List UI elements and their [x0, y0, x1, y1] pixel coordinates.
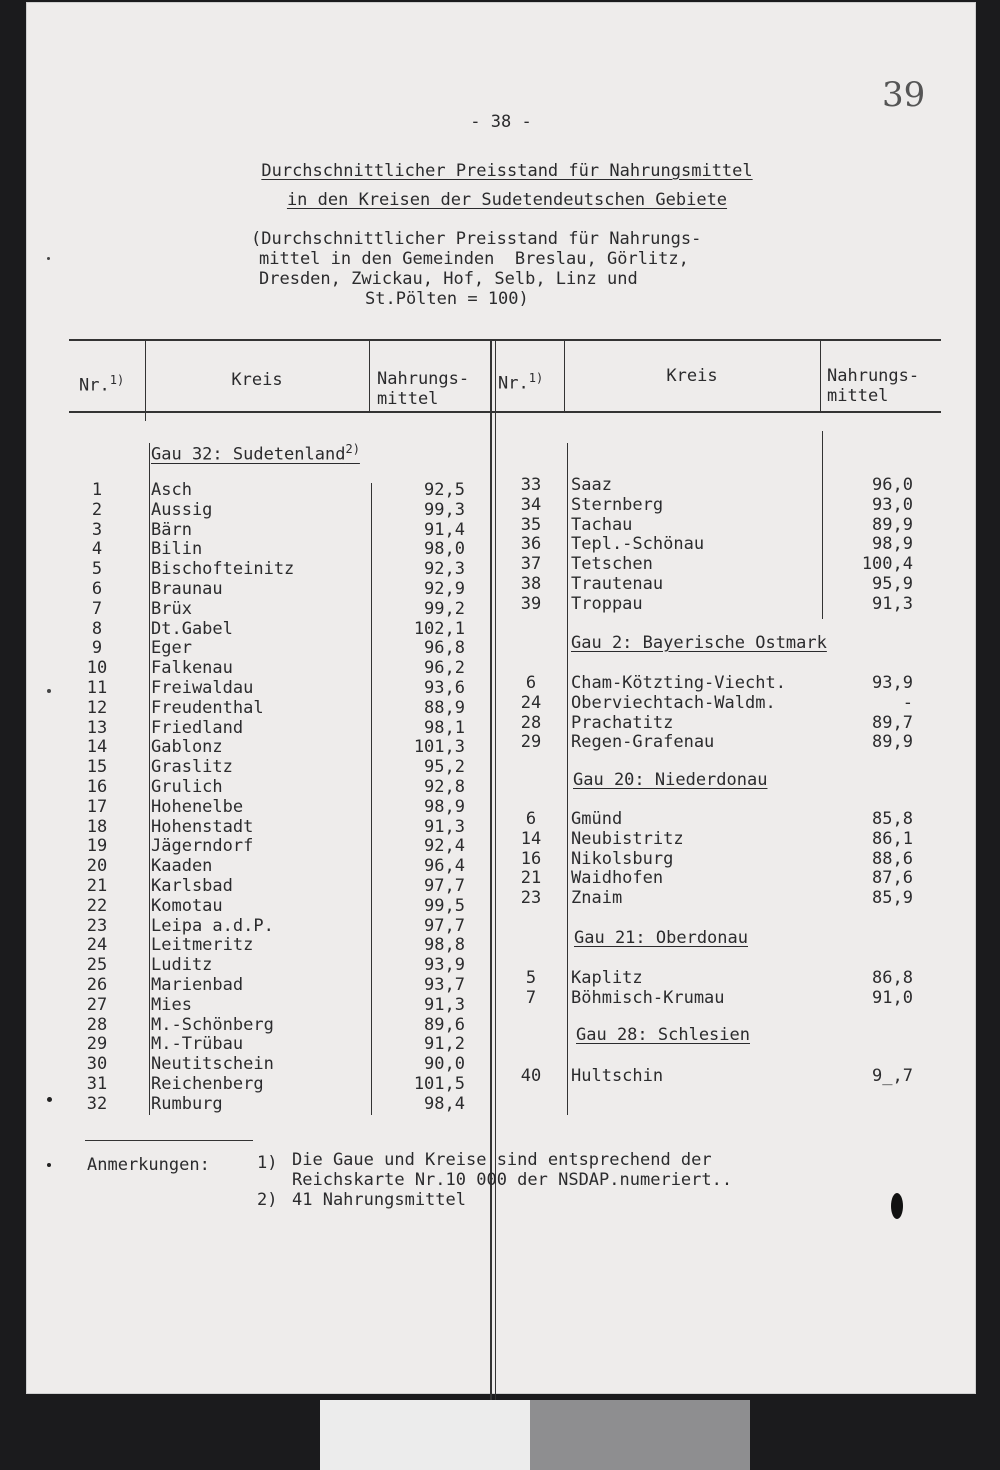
row-number: 37 [520, 554, 542, 575]
row-number: 14 [86, 737, 108, 758]
row-value: 101,5 [413, 1074, 465, 1094]
center-rule-left [490, 339, 492, 1409]
row-kreis: Tepl.-Schönau [571, 534, 705, 555]
row-value: 9_,7 [872, 1066, 913, 1086]
row-value: 95,2 [424, 757, 465, 778]
note-2-text: 41 Nahrungsmittel [292, 1190, 466, 1210]
row-number: 32 [86, 1093, 108, 1114]
row-value: 89,7 [872, 712, 913, 733]
row-number: 23 [520, 888, 542, 909]
header-divider-4 [820, 339, 821, 413]
note-1-line-1: Die Gaue und Kreise sind entsprechend der [292, 1150, 712, 1170]
row-kreis: Komotau [151, 895, 223, 916]
left-value-rule [371, 483, 372, 1115]
header-bottom-rule [69, 411, 941, 413]
row-value: 100,4 [861, 554, 913, 575]
group-label-gau-2: Gau 2: Bayerische Ostmark [571, 633, 827, 653]
row-number: 28 [86, 1014, 108, 1035]
row-kreis: Prachatitz [571, 712, 674, 733]
row-number: 17 [86, 796, 108, 817]
row-value: 93,9 [872, 673, 913, 693]
row-kreis: Bilin [151, 539, 203, 560]
row-kreis: M.-Trübau [151, 1034, 244, 1055]
row-kreis: Nikolsburg [571, 848, 674, 869]
row-value: 101,3 [413, 737, 465, 758]
row-number: 6 [525, 809, 537, 829]
column-header-nr-left: Nr.$^{1)}$ [79, 373, 125, 396]
column-header-value-left-2: mittel [377, 389, 439, 409]
row-value: 92,8 [424, 777, 465, 797]
row-number: 7 [525, 987, 537, 1008]
row-kreis: Neubistritz [571, 828, 684, 849]
row-kreis: Luditz [151, 955, 213, 976]
row-value: 96,4 [424, 856, 465, 877]
row-kreis: Brüx [151, 598, 192, 619]
row-value: 98,9 [872, 534, 913, 555]
group-label-gau-21: Gau 21: Oberdonau [574, 928, 748, 948]
row-kreis: Trautenau [571, 574, 664, 594]
row-number: 28 [520, 712, 542, 733]
subtitle-line-4: St.Pölten = 100) [365, 289, 529, 309]
row-number: 12 [86, 697, 108, 718]
row-kreis: Mies [151, 994, 192, 1015]
row-kreis: Troppau [571, 593, 643, 614]
row-value: 92,5 [424, 480, 465, 500]
row-kreis: Hohenstadt [151, 816, 254, 837]
subtitle-line-1: (Durchschnittlicher Preisstand für Nahrungs- [251, 229, 702, 249]
column-header-value-right-2: mittel [827, 386, 889, 406]
row-value: 98,9 [424, 796, 465, 817]
row-number: 30 [86, 1054, 108, 1075]
row-number: 11 [86, 678, 108, 698]
row-kreis: Rumburg [151, 1093, 223, 1114]
row-number: 2 [91, 499, 103, 520]
row-kreis: Jägerndorf [151, 836, 254, 857]
row-number: 27 [86, 994, 108, 1015]
row-number: 18 [86, 816, 108, 837]
row-kreis: Waidhofen [571, 868, 664, 889]
row-kreis: Oberviechtach-Waldm. [571, 692, 776, 713]
row-number: 1 [91, 480, 103, 500]
row-number: 13 [86, 717, 108, 738]
row-value: - [902, 692, 913, 713]
row-number: 7 [91, 598, 103, 619]
row-kreis: Leitmeritz [151, 935, 254, 956]
row-kreis: Znaim [571, 888, 623, 909]
title-line-1: Durchschnittlicher Preisstand für Nahrungsmittel [261, 161, 753, 181]
scan-calibration-strip-gray [530, 1400, 750, 1470]
row-kreis: Tachau [571, 514, 633, 535]
column-header-kreis-left: Kreis [231, 370, 283, 390]
row-kreis: Tetschen [571, 554, 653, 575]
table-top-rule [69, 339, 941, 341]
row-number: 38 [520, 574, 542, 594]
row-value: 98,0 [424, 539, 465, 560]
row-kreis: Kaaden [151, 856, 213, 877]
row-value: 91,2 [424, 1034, 465, 1055]
row-value: 98,1 [424, 717, 465, 738]
row-kreis: Hultschin [571, 1066, 664, 1086]
column-header-nr-right: Nr.$^{1)}$ [498, 371, 544, 394]
row-value: 91,3 [424, 816, 465, 837]
group-label-gau-32: Gau 32: Sudetenland$^{2)}$ [151, 442, 360, 465]
row-value: 93,9 [424, 955, 465, 976]
row-number: 33 [520, 475, 542, 495]
row-kreis: M.-Schönberg [151, 1014, 274, 1035]
row-value: 89,6 [424, 1014, 465, 1035]
row-value: 93,0 [872, 494, 913, 515]
row-number: 22 [86, 895, 108, 916]
row-value: 91,3 [424, 994, 465, 1015]
row-number: 6 [525, 673, 537, 693]
row-kreis: Eger [151, 638, 192, 659]
row-number: 21 [86, 876, 108, 896]
center-rule-right [495, 339, 496, 1409]
row-kreis: Asch [151, 480, 192, 500]
row-number: 25 [86, 955, 108, 976]
row-value: 86,8 [872, 968, 913, 988]
row-value: 102,1 [413, 618, 465, 639]
row-kreis: Saaz [571, 475, 612, 495]
row-value: 97,7 [424, 915, 465, 936]
handwritten-folio-number: 39 [882, 75, 926, 115]
row-kreis: Dt.Gabel [151, 618, 233, 639]
row-number: 29 [520, 732, 542, 753]
ink-blot-mark [891, 1193, 903, 1219]
column-header-value-left-1: Nahrungs- [377, 369, 470, 389]
row-value: 98,8 [424, 935, 465, 956]
row-value: 89,9 [872, 732, 913, 753]
row-kreis: Aussig [151, 499, 213, 520]
row-value: 98,4 [424, 1093, 465, 1114]
row-value: 93,6 [424, 678, 465, 698]
row-value: 97,7 [424, 876, 465, 896]
row-number: 34 [520, 494, 542, 515]
column-header-value-right-1: Nahrungs- [827, 366, 920, 386]
row-value: 88,9 [424, 697, 465, 718]
row-number: 6 [91, 579, 103, 599]
margin-dot-mark [47, 1097, 52, 1102]
row-kreis: Marienbad [151, 975, 244, 995]
row-number: 15 [86, 757, 108, 778]
row-kreis: Neutitschein [151, 1054, 274, 1075]
row-number: 19 [86, 836, 108, 857]
margin-dot-mark [47, 1163, 51, 1167]
header-divider-2 [369, 339, 370, 413]
row-value: 91,0 [872, 987, 913, 1008]
row-value: 92,9 [424, 579, 465, 599]
row-kreis: Freudenthal [151, 697, 264, 718]
note-1-line-2: Reichskarte Nr.10 000 der NSDAP.numeriert.. [292, 1170, 733, 1190]
row-number: 9 [91, 638, 103, 659]
row-number: 29 [86, 1034, 108, 1055]
row-kreis: Braunau [151, 579, 223, 599]
right-kreis-rule [567, 443, 568, 1115]
row-value: 99,5 [424, 895, 465, 916]
row-number: 5 [91, 559, 103, 580]
row-number: 16 [520, 848, 542, 869]
row-kreis: Regen-Grafenau [571, 732, 715, 753]
notes-label: Anmerkungen: [87, 1155, 210, 1175]
page-number: - 38 - [470, 112, 532, 132]
row-value: 91,3 [872, 593, 913, 614]
row-number: 20 [86, 856, 108, 877]
row-number: 16 [86, 777, 108, 797]
row-number: 39 [520, 593, 542, 614]
row-value: 87,6 [872, 868, 913, 889]
row-kreis: Friedland [151, 717, 244, 738]
row-kreis: Sternberg [571, 494, 664, 515]
row-kreis: Cham-Kötzting-Viecht. [571, 673, 786, 693]
row-number: 26 [86, 975, 108, 995]
row-number: 14 [520, 828, 542, 849]
group-label-gau-28: Gau 28: Schlesien [576, 1025, 750, 1045]
left-kreis-rule [149, 443, 150, 1115]
row-value: 89,9 [872, 514, 913, 535]
row-kreis: Graslitz [151, 757, 233, 778]
scan-calibration-strip-white [320, 1400, 530, 1470]
subtitle-line-3: Dresden, Zwickau, Hof, Selb, Linz und [259, 269, 638, 289]
document-page [26, 2, 976, 1394]
row-kreis: Kaplitz [571, 968, 643, 988]
row-kreis: Karlsbad [151, 876, 233, 896]
row-value: 92,3 [424, 559, 465, 580]
row-value: 99,3 [424, 499, 465, 520]
row-number: 36 [520, 534, 542, 555]
row-kreis: Falkenau [151, 658, 233, 679]
row-kreis: Leipa a.d.P. [151, 915, 274, 936]
row-kreis: Böhmisch-Krumau [571, 987, 725, 1008]
row-value: 96,8 [424, 638, 465, 659]
row-number: 23 [86, 915, 108, 936]
row-number: 40 [520, 1066, 542, 1086]
row-number: 5 [525, 968, 537, 988]
row-number: 21 [520, 868, 542, 889]
row-number: 31 [86, 1074, 108, 1094]
notes-rule [85, 1140, 253, 1141]
row-value: 88,6 [872, 848, 913, 869]
row-number: 4 [91, 539, 103, 560]
row-value: 86,1 [872, 828, 913, 849]
column-header-kreis-right: Kreis [666, 366, 718, 386]
row-number: 24 [520, 692, 542, 713]
row-value: 96,0 [872, 475, 913, 495]
row-kreis: Gablonz [151, 737, 223, 758]
row-kreis: Grulich [151, 777, 223, 797]
row-value: 85,8 [872, 809, 913, 829]
row-value: 91,4 [424, 519, 465, 540]
row-number: 8 [91, 618, 103, 639]
row-value: 99,2 [424, 598, 465, 619]
row-number: 35 [520, 514, 542, 535]
row-value: 90,0 [424, 1054, 465, 1075]
row-kreis: Bischofteinitz [151, 559, 295, 580]
row-number: 3 [91, 519, 103, 540]
margin-dot-mark [47, 257, 50, 260]
row-number: 10 [86, 658, 108, 679]
right-value-rule [822, 431, 823, 619]
note-2-marker: 2) [257, 1190, 278, 1210]
row-value: 95,9 [872, 574, 913, 594]
row-value: 93,7 [424, 975, 465, 995]
row-kreis: Reichenberg [151, 1074, 264, 1094]
row-value: 85,9 [872, 888, 913, 909]
row-kreis: Hohenelbe [151, 796, 244, 817]
row-value: 96,2 [424, 658, 465, 679]
margin-dot-mark [47, 689, 51, 693]
row-number: 24 [86, 935, 108, 956]
row-kreis: Bärn [151, 519, 192, 540]
group-label-gau-20: Gau 20: Niederdonau [573, 770, 768, 790]
note-1-marker: 1) [257, 1153, 278, 1173]
row-kreis: Freiwaldau [151, 678, 254, 698]
row-kreis: Gmünd [571, 809, 623, 829]
subtitle-line-2: mittel in den Gemeinden Breslau, Görlitz, [259, 249, 689, 269]
title-line-2: in den Kreisen der Sudetendeutschen Gebiete [286, 190, 728, 210]
row-value: 92,4 [424, 836, 465, 857]
